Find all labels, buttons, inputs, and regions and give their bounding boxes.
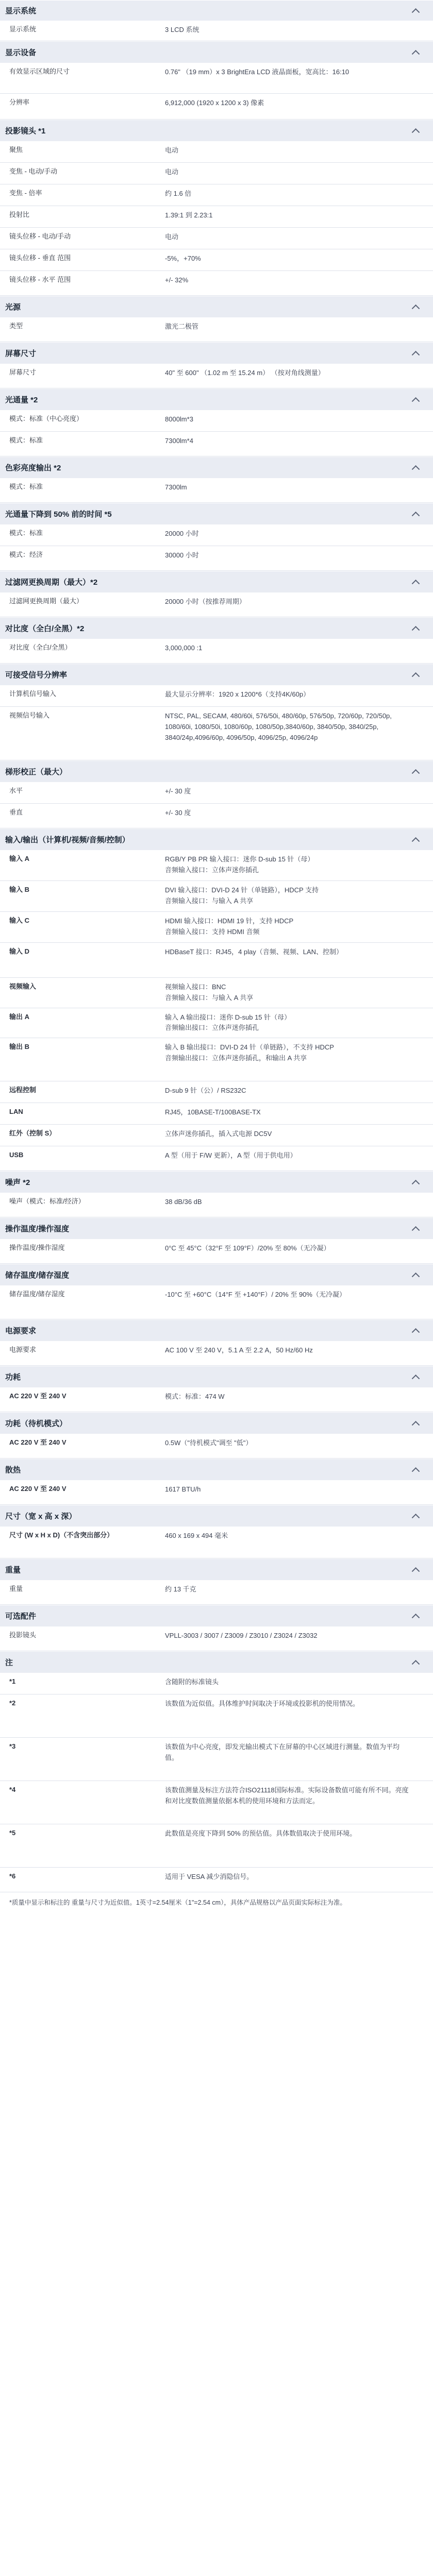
section-title: 显示设备 — [5, 48, 37, 57]
spec-label: AC 220 V 至 240 V — [9, 1485, 66, 1493]
spec-label: 镜头位移 - 电动/手动 — [9, 232, 71, 240]
spec-label: 模式：标准 — [9, 436, 43, 444]
spec-value: HDBaseT 接口：RJ45，4 play（音频、视频、LAN、控制） — [165, 948, 343, 956]
chevron-up-icon[interactable] — [412, 1421, 420, 1429]
spec-label: 投影镜头 — [9, 1631, 37, 1639]
section-title: 屏幕尺寸 — [5, 349, 37, 358]
spec-label: 输入 D — [9, 947, 30, 955]
spec-label: 输出 A — [9, 1012, 30, 1021]
spec-row — [0, 141, 433, 163]
spec-label: 显示系统 — [9, 25, 37, 33]
spec-row — [0, 1103, 433, 1125]
spec-value: 该数值测量及标注方法符合ISO21118国际标准。实际设备数值可能有所不同。亮度和对比度数值测量依据本机的使用环境和方法而定。 — [165, 1786, 409, 1805]
section-title: 输入/输出（计算机/视频/音频/控制） — [5, 836, 130, 844]
spec-label: 视频信号输入 — [9, 711, 50, 719]
spec-value: -5%，+70% — [165, 255, 201, 262]
section-header[interactable] — [0, 342, 433, 364]
spec-value: 约 1.6 倍 — [165, 190, 192, 197]
spec-row — [0, 850, 433, 881]
spec-row — [0, 478, 433, 503]
spec-row — [0, 432, 433, 456]
spec-row — [0, 1081, 433, 1103]
chevron-up-icon[interactable] — [412, 1614, 420, 1622]
spec-value: 该数值为近似值。具体维护时间取决于环境或投影机的使用情况。 — [165, 1700, 360, 1708]
section-title: 色彩亮度输出 *2 — [5, 464, 61, 472]
spec-label: 尺寸 (W x H x D)（不含突出部分） — [9, 1531, 114, 1539]
spec-value: 适用于 VESA 减少消隐信号。 — [165, 1873, 254, 1881]
spec-value: 1617 BTU/h — [165, 1485, 201, 1494]
spec-row — [0, 1193, 433, 1217]
section-header[interactable] — [0, 1605, 433, 1626]
spec-label: *3 — [9, 1742, 16, 1751]
spec-value: A 型（用于 F/W 更新），A 型（用于供电用） — [165, 1151, 297, 1160]
spec-value: 38 dB/36 dB — [165, 1198, 202, 1206]
spec-row — [0, 184, 433, 206]
section-header[interactable] — [0, 1459, 433, 1480]
spec-row — [0, 317, 433, 342]
section-title: 可选配件 — [5, 1612, 37, 1621]
spec-row — [0, 249, 433, 271]
spec-value: 40" 至 600" （1.02 m 至 15.24 m） （按对角线测量） — [165, 369, 325, 377]
section-title: 功耗（待机模式） — [5, 1419, 68, 1429]
section-header[interactable] — [0, 828, 433, 850]
spec-row — [0, 410, 433, 432]
spec-row — [0, 206, 433, 228]
spec-value: 电动 — [165, 146, 179, 154]
chevron-up-icon[interactable] — [412, 579, 420, 587]
spec-value: 视频输入接口：BNC 音频输入接口：与输入 A 共享 — [165, 983, 254, 1002]
spec-row — [0, 1341, 433, 1366]
spec-row — [0, 1285, 433, 1319]
spec-label: 垂直 — [9, 808, 23, 816]
spec-row — [0, 639, 433, 664]
spec-row — [0, 1781, 433, 1824]
section-title: 注 — [5, 1658, 13, 1668]
section-header[interactable] — [0, 388, 433, 410]
spec-label: 镜头位移 - 水平 范围 — [9, 276, 71, 283]
chevron-up-icon[interactable] — [412, 769, 420, 777]
spec-value: 7300lm*4 — [165, 437, 193, 445]
section-header[interactable] — [0, 0, 433, 21]
spec-row — [0, 21, 433, 41]
spec-value: 7300lm — [165, 483, 187, 491]
spec-value: 此数值是亮度下降到 50% 的预估值。具体数值取决于使用环境。 — [165, 1829, 357, 1838]
spec-label: 模式：标准 — [9, 529, 43, 537]
spec-row — [0, 1580, 433, 1605]
spec-label: 模式：标准（中心亮度） — [9, 415, 84, 422]
spec-value: 最大显示分辨率：1920 x 1200*6（支持4K/60p） — [165, 690, 310, 698]
section-title: 投影镜头 *1 — [5, 127, 46, 135]
spec-row — [0, 546, 433, 571]
spec-value: 20000 小时 — [165, 530, 199, 537]
section-header[interactable] — [0, 1412, 433, 1434]
section-header[interactable] — [0, 1264, 433, 1285]
section-title: 功耗 — [5, 1373, 21, 1382]
spec-label: 输入 A — [9, 855, 30, 862]
section-title: 梯形校正（最大） — [5, 768, 68, 776]
section-title: 光通量 *2 — [5, 396, 38, 404]
section-title: 尺寸（宽 x 高 x 深） — [5, 1512, 77, 1521]
spec-label: *4 — [9, 1786, 16, 1794]
spec-label: 类型 — [9, 322, 23, 330]
section-title: 操作温度/操作湿度 — [5, 1225, 70, 1234]
spec-value: -10°C 至 +60°C（14°F 至 +140°F）/ 20% 至 90%（无冷凝） — [165, 1291, 346, 1299]
chevron-up-icon[interactable] — [412, 397, 420, 405]
section-header[interactable] — [0, 1171, 433, 1193]
spec-label: 视频输入 — [9, 982, 37, 990]
section-title: 散热 — [5, 1466, 21, 1475]
spec-label: 重量 — [9, 1585, 23, 1593]
spec-label: 过滤网更换周期（最大） — [9, 597, 84, 605]
spec-value: 输入 A 输出接口：迷你 D-sub 15 针（母） 音频输出接口：立体声迷你插孔 — [165, 1013, 291, 1032]
chevron-up-icon[interactable] — [412, 837, 420, 845]
spec-value: HDMI 输入接口：HDMI 19 针，支持 HDCP 音频输入接口：支持 HDMI 音频 — [165, 917, 294, 936]
spec-label: 红外（控制 S） — [9, 1129, 56, 1138]
spec-label: LAN — [9, 1108, 23, 1116]
spec-label: AC 220 V 至 240 V — [9, 1392, 66, 1400]
spec-row — [0, 1868, 433, 1892]
chevron-up-icon[interactable] — [412, 1273, 420, 1281]
chevron-up-icon[interactable] — [412, 465, 420, 473]
chevron-up-icon[interactable] — [412, 304, 420, 312]
section-header[interactable] — [0, 1558, 433, 1580]
section-header[interactable] — [0, 1651, 433, 1673]
spec-value: 0°C 至 45°C（32°F 至 109°F）/20% 至 80%（无冷凝） — [165, 1244, 330, 1252]
spec-value: 含随附的标准镜头 — [165, 1678, 219, 1686]
spec-value: +/- 32% — [165, 276, 189, 284]
spec-row — [0, 1038, 433, 1081]
section-header[interactable] — [0, 120, 433, 141]
section-header[interactable] — [0, 617, 433, 639]
spec-row — [0, 707, 433, 760]
spec-row — [0, 1434, 433, 1459]
spec-row — [0, 1480, 433, 1505]
spec-value: 30000 小时 — [165, 551, 199, 559]
spec-label: 输入 C — [9, 917, 30, 924]
spec-row — [0, 978, 433, 1008]
section-header[interactable] — [0, 760, 433, 782]
spec-row — [0, 1125, 433, 1146]
spec-value: RJ45，10BASE-T/100BASE-TX — [165, 1108, 261, 1116]
spec-label: 远程控制 — [9, 1086, 37, 1094]
spec-label: 电源要求 — [9, 1346, 37, 1354]
chevron-up-icon[interactable] — [412, 128, 420, 136]
section-title: 储存温度/储存湿度 — [5, 1271, 70, 1280]
spec-value: 20000 小时（按推荐周期） — [165, 598, 246, 605]
section-header[interactable] — [0, 664, 433, 685]
spec-row — [0, 524, 433, 546]
footnote-text: *质量中显示和标注的 重量与尺寸为近似值。1英寸=2.54厘米（1"=2.54 cm），具体产品规格以产品页面实际标注为准。 — [9, 1899, 346, 1907]
spec-value: D-sub 9 针（公）/ RS232C — [165, 1087, 246, 1095]
spec-label: 有效显示区域的尺寸 — [9, 67, 70, 75]
section-title: 过滤网更换周期（最大）*2 — [5, 578, 98, 587]
spec-row — [0, 1146, 433, 1171]
spec-row — [0, 94, 433, 120]
spec-label: 分辨率 — [9, 98, 30, 106]
spec-row — [0, 1008, 433, 1039]
spec-label: *1 — [9, 1677, 16, 1686]
spec-row — [0, 1673, 433, 1694]
spec-row — [0, 1694, 433, 1738]
spec-label: 变焦 - 倍率 — [9, 189, 42, 197]
section-header[interactable] — [0, 456, 433, 478]
spec-value: +/- 30 度 — [165, 809, 191, 817]
spec-value: AC 100 V 至 240 V，5.1 A 至 2.2 A，50 Hz/60 Hz — [165, 1346, 313, 1354]
spec-label: 聚焦 — [9, 146, 23, 154]
spec-label: 噪声（模式：标准/经济） — [9, 1197, 85, 1206]
spec-row — [0, 364, 433, 388]
spec-value: 460 x 169 x 494 毫米 — [165, 1532, 228, 1540]
chevron-up-icon[interactable] — [412, 1328, 420, 1336]
spec-value: NTSC, PAL, SECAM, 480/60i, 576/50i, 480/60p, 576/50p, 720/60p, 720/50p, 1080/60i, 1080/50i, 1080/60p, 1080/50p,3840/60p, 3840/50p, 3840/25p, 3840/24p,4096/60p, 4096/50p, 4096/25p, 4096/24p — [165, 712, 392, 741]
section-title: 光源 — [5, 303, 21, 312]
section-header[interactable] — [0, 1366, 433, 1387]
spec-row — [0, 782, 433, 804]
spec-label: *2 — [9, 1699, 16, 1707]
section-header[interactable] — [0, 1217, 433, 1239]
spec-label: *5 — [9, 1829, 16, 1837]
section-header[interactable] — [0, 1505, 433, 1527]
spec-row — [0, 1387, 433, 1412]
spec-row — [0, 228, 433, 249]
spec-value: 1.39:1 到 2.23:1 — [165, 211, 213, 219]
spec-label: *6 — [9, 1872, 16, 1880]
section-title: 光通量下降到 50% 前的时间 *5 — [5, 510, 112, 519]
chevron-up-icon[interactable] — [412, 8, 420, 16]
spec-value: 8000lm*3 — [165, 415, 193, 423]
spec-row — [0, 1239, 433, 1264]
spec-row — [0, 685, 433, 707]
chevron-up-icon[interactable] — [412, 1660, 420, 1668]
spec-value: DVI 输入接口：DVI-D 24 针（单链路），HDCP 支持 音频输入接口：与输入 A 共享 — [165, 886, 319, 905]
spec-row — [0, 1824, 433, 1868]
spec-value: 立体声迷你插孔，插入式电源 DC5V — [165, 1130, 272, 1138]
section-title: 显示系统 — [5, 7, 37, 15]
spec-value: RGB/Y PB PR 输入接口：迷你 D-sub 15 针（母） 音频输入接口：立体声迷你插孔 — [165, 855, 314, 874]
spec-value: +/- 30 度 — [165, 787, 191, 795]
chevron-up-icon[interactable] — [412, 1226, 420, 1234]
spec-label: 投射比 — [9, 211, 30, 218]
chevron-up-icon[interactable] — [412, 1180, 420, 1188]
spec-value: 3 LCD 系统 — [165, 26, 199, 33]
spec-value: 模式：标准：474 W — [165, 1393, 225, 1401]
spec-value: 激光二极管 — [165, 323, 199, 330]
spec-label: 操作温度/操作湿度 — [9, 1244, 65, 1252]
spec-label: 储存温度/储存湿度 — [9, 1290, 65, 1298]
chevron-up-icon[interactable] — [412, 1514, 420, 1522]
section-title: 可接受信号分辨率 — [5, 671, 68, 680]
spec-label: 镜头位移 - 垂直 范围 — [9, 254, 71, 262]
spec-value: 电动 — [165, 168, 179, 176]
spec-row — [0, 943, 433, 978]
spec-row — [0, 912, 433, 943]
section-header[interactable] — [0, 41, 433, 63]
spec-label: 水平 — [9, 787, 23, 794]
spec-label: AC 220 V 至 240 V — [9, 1438, 66, 1447]
chevron-up-icon[interactable] — [412, 1375, 420, 1383]
section-title: 电源要求 — [5, 1327, 37, 1336]
spec-label: 屏幕尺寸 — [9, 368, 37, 376]
chevron-up-icon[interactable] — [412, 49, 420, 58]
chevron-up-icon[interactable] — [412, 511, 420, 519]
section-header[interactable] — [0, 296, 433, 317]
spec-label: 模式：标准 — [9, 483, 43, 490]
chevron-up-icon[interactable] — [412, 625, 420, 634]
spec-row — [0, 1527, 433, 1558]
section-title: 重量 — [5, 1566, 21, 1575]
section-title: 对比度（全白/全黑）*2 — [5, 624, 85, 633]
spec-row — [0, 163, 433, 184]
spec-label: 模式：经济 — [9, 551, 43, 558]
chevron-up-icon[interactable] — [412, 1467, 420, 1476]
spec-row — [0, 63, 433, 94]
spec-value: 3,000,000 :1 — [165, 644, 203, 652]
spec-row — [0, 804, 433, 828]
spec-value: 该数值为中心亮度，即发光输出模式下在屏幕的中心区域进行测量。数值为平均值。 — [165, 1743, 400, 1761]
spec-label: 变焦 - 电动/手动 — [9, 167, 58, 175]
spec-value: 约 13 千克 — [165, 1585, 196, 1594]
section-header[interactable] — [0, 503, 433, 524]
spec-row — [0, 1626, 433, 1651]
spec-row — [0, 1738, 433, 1781]
spec-value: 电动 — [165, 233, 179, 241]
spec-label: 计算机信号输入 — [9, 690, 57, 698]
spec-row — [0, 881, 433, 912]
chevron-up-icon[interactable] — [412, 672, 420, 680]
spec-value: 0.5W（"待机模式"调至 "低"） — [165, 1439, 253, 1447]
spec-label: 输入 B — [9, 886, 30, 893]
spec-value: 输入 B 输出接口：DVI-D 24 针（单链路），不支持 HDCP 音频输出接口：立体声迷你插孔，和输出 A 共享 — [165, 1043, 334, 1062]
spec-value: 0.76" （19 mm）x 3 BrightEra LCD 液晶面板，宽高比：16:10 — [165, 68, 349, 76]
spec-value: VPLL-3003 / 3007 / Z3009 / Z3010 / Z3024 / Z3032 — [165, 1632, 318, 1640]
spec-value: 6,912,000 (1920 x 1200 x 3) 像素 — [165, 99, 264, 107]
spec-row — [0, 592, 433, 617]
spec-label: 对比度（全白/全黑） — [9, 643, 72, 651]
section-title: 噪声 *2 — [5, 1178, 30, 1188]
section-header[interactable] — [0, 571, 433, 592]
spec-label: USB — [9, 1151, 24, 1159]
spec-row — [0, 271, 433, 296]
spec-label: 输出 B — [9, 1043, 30, 1051]
chevron-up-icon[interactable] — [412, 1567, 420, 1575]
section-header[interactable] — [0, 1319, 433, 1341]
chevron-up-icon[interactable] — [412, 350, 420, 359]
